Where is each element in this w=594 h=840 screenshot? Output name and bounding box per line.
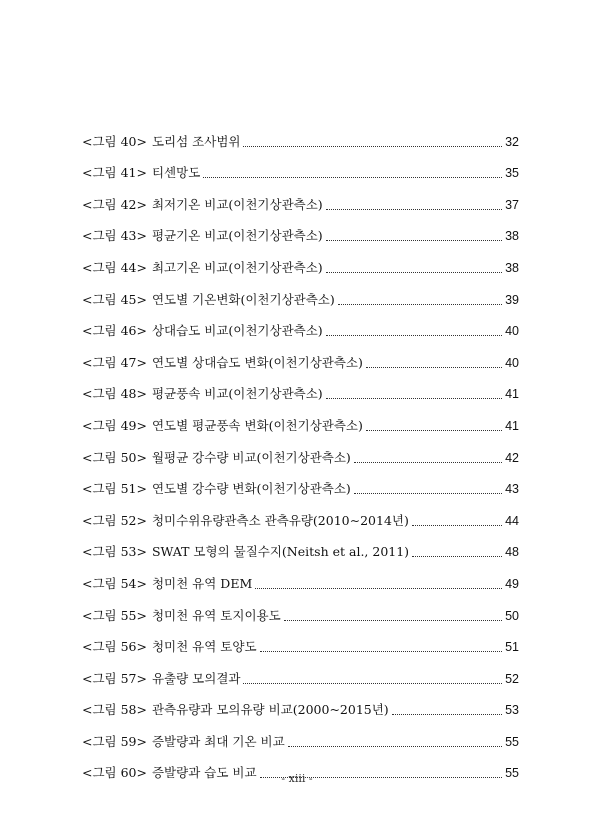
page-number: 44 xyxy=(505,513,519,528)
toc-entry xyxy=(82,373,519,405)
figure-title: 청미천 유역 DEM xyxy=(151,575,253,591)
toc-entry xyxy=(82,499,519,531)
figure-title: 연도별 강수량 변화(이천기상관측소) xyxy=(151,481,351,497)
toc-entry xyxy=(82,689,519,721)
page-number: 55 xyxy=(505,766,519,781)
figure-label: <그림 43> xyxy=(82,228,147,244)
page-number: 38 xyxy=(505,260,519,275)
figure-title: 청미천 유역 토지이용도 xyxy=(151,607,281,623)
figure-label: <그림 50> xyxy=(82,449,147,465)
page-number: 35 xyxy=(505,166,519,181)
figure-label: <그림 47> xyxy=(82,354,147,370)
figure-title: 증발량과 습도 비교 xyxy=(151,765,257,781)
dot-leader xyxy=(243,145,502,147)
figure-label: <그림 51> xyxy=(82,481,147,497)
dot-leader xyxy=(288,745,502,747)
dot-leader xyxy=(366,429,502,431)
figure-title: SWAT 모형의 물질수지(Neitsh et al., 2011) xyxy=(151,544,410,560)
page-number: 53 xyxy=(505,703,519,718)
toc-entry xyxy=(82,626,519,658)
page-number: 48 xyxy=(505,545,519,560)
dot-leader xyxy=(412,555,502,557)
figure-list xyxy=(82,120,519,783)
figure-title: 청미천 유역 토양도 xyxy=(151,639,257,655)
toc-entry xyxy=(82,152,519,184)
page-number: 38 xyxy=(505,229,519,244)
figure-title: 최저기온 비교(이천기상관측소) xyxy=(151,196,323,212)
figure-title: 관측유량과 모의유량 비교(2000~2015년) xyxy=(151,702,389,718)
page-number: 37 xyxy=(505,197,519,212)
page-number: 49 xyxy=(505,576,519,591)
page-number: 40 xyxy=(505,324,519,339)
figure-title: 연도별 평균풍속 변화(이천기상관측소) xyxy=(151,417,363,433)
figure-title: 평균기온 비교(이천기상관측소) xyxy=(151,228,323,244)
figure-title: 도리섬 조사범위 xyxy=(151,133,241,149)
page-footer-number: - xiii - xyxy=(281,772,313,785)
page-number: 52 xyxy=(505,671,519,686)
figure-label: <그림 58> xyxy=(82,702,147,718)
toc-entry xyxy=(82,562,519,594)
figure-title: 유출량 모의결과 xyxy=(151,670,241,686)
dot-leader xyxy=(326,397,502,399)
figure-title: 상대습도 비교(이천기상관측소) xyxy=(151,323,323,339)
dot-leader xyxy=(366,366,502,368)
dot-leader xyxy=(243,682,502,684)
figure-label: <그림 41> xyxy=(82,165,147,181)
toc-entry xyxy=(82,215,519,247)
figure-label: <그림 56> xyxy=(82,639,147,655)
dot-leader xyxy=(392,713,502,715)
figure-label: <그림 40> xyxy=(82,133,147,149)
figure-title: 연도별 상대습도 변화(이천기상관측소) xyxy=(151,354,363,370)
figure-label: <그림 48> xyxy=(82,386,147,402)
figure-title: 증발량과 최대 기온 비교 xyxy=(151,733,285,749)
figure-label: <그림 60> xyxy=(82,765,147,781)
figure-label: <그림 59> xyxy=(82,733,147,749)
page-number: 42 xyxy=(505,450,519,465)
figure-title: 연도별 기온변화(이천기상관측소) xyxy=(151,291,335,307)
figure-title: 평균풍속 비교(이천기상관측소) xyxy=(151,386,323,402)
toc-entry xyxy=(82,720,519,752)
toc-entry xyxy=(82,404,519,436)
toc-entry xyxy=(82,657,519,689)
figure-title: 청미수위유량관측소 관측유량(2010∼2014년) xyxy=(151,512,409,528)
figure-label: <그림 55> xyxy=(82,607,147,623)
figure-title: 티센망도 xyxy=(151,165,201,181)
figure-title: 월평균 강수량 비교(이천기상관측소) xyxy=(151,449,351,465)
page-number: 50 xyxy=(505,608,519,623)
toc-entry xyxy=(82,341,519,373)
figure-label: <그림 49> xyxy=(82,417,147,433)
page-number: 55 xyxy=(505,734,519,749)
dot-leader xyxy=(412,524,502,526)
page-number: 41 xyxy=(505,387,519,402)
dot-leader xyxy=(326,271,502,273)
figure-label: <그림 46> xyxy=(82,323,147,339)
toc-entry xyxy=(82,120,519,152)
figure-label: <그림 57> xyxy=(82,670,147,686)
toc-entry xyxy=(82,436,519,468)
page-number: 40 xyxy=(505,355,519,370)
toc-entry xyxy=(82,246,519,278)
figure-label: <그림 54> xyxy=(82,575,147,591)
toc-entry xyxy=(82,531,519,563)
figure-label: <그림 53> xyxy=(82,544,147,560)
dot-leader xyxy=(338,303,502,305)
dot-leader xyxy=(255,587,502,589)
toc-entry xyxy=(82,310,519,342)
dot-leader xyxy=(284,619,502,621)
figure-label: <그림 42> xyxy=(82,196,147,212)
dot-leader xyxy=(354,492,502,494)
dot-leader xyxy=(326,208,502,210)
page-number: 51 xyxy=(505,640,519,655)
figure-label: <그림 45> xyxy=(82,291,147,307)
toc-entry xyxy=(82,594,519,626)
dot-leader xyxy=(326,334,502,336)
figure-label: <그림 44> xyxy=(82,259,147,275)
page-number: 32 xyxy=(505,134,519,149)
page-number: 41 xyxy=(505,418,519,433)
dot-leader xyxy=(326,239,502,241)
dot-leader xyxy=(203,176,502,178)
page-number: 43 xyxy=(505,482,519,497)
dot-leader xyxy=(260,650,503,652)
figure-title: 최고기온 비교(이천기상관측소) xyxy=(151,259,323,275)
toc-entry xyxy=(82,278,519,310)
toc-entry xyxy=(82,468,519,500)
dot-leader xyxy=(354,461,502,463)
toc-entry xyxy=(82,183,519,215)
page-number: 39 xyxy=(505,292,519,307)
figure-label: <그림 52> xyxy=(82,512,147,528)
